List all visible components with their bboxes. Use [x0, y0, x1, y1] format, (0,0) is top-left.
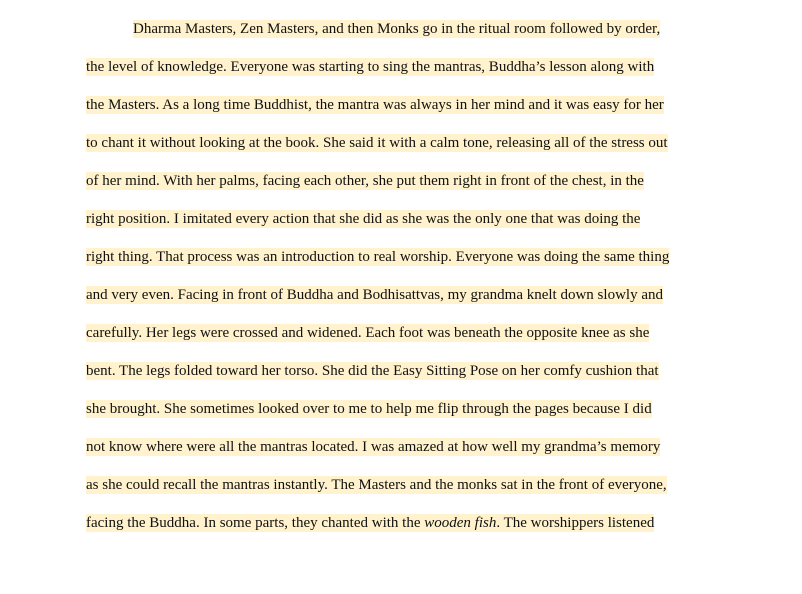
highlighted-text: the level of knowledge. Everyone was starting to sing the mantras, Buddha’s lesson along with: [86, 59, 655, 75]
highlighted-text: and very even. Facing in front of Buddha and Bodhisattvas, my grandma knelt down slowly and: [86, 287, 663, 303]
highlighted-text: as she could recall the mantras instantly. The Masters and the monks sat in the front of everyone,: [86, 477, 667, 493]
paragraph-line-2: [86, 57, 654, 77]
highlighted-text: right thing. That process was an introduction to real worship. Everyone was doing the same thing: [86, 249, 670, 265]
text-segment: facing the Buddha. In some parts, they chanted with the: [86, 515, 425, 531]
paragraph-line-12: [86, 437, 660, 457]
paragraph-line-14: [86, 513, 654, 533]
highlighted-text: of her mind. With her palms, facing each other, she put them right in front of the chest, in the: [86, 173, 644, 189]
highlighted-text: she brought. She sometimes looked over to me to help me flip through the pages because I did: [86, 401, 652, 417]
highlighted-text: right position. I imitated every action that she did as she was the only one that was doing the: [86, 211, 641, 227]
highlighted-text: bent. The legs folded toward her torso. She did the Easy Sitting Pose on her comfy cushion that: [86, 363, 659, 379]
highlighted-text: [86, 514, 654, 532]
paragraph-line-7: [86, 247, 669, 267]
paragraph-line-5: [86, 171, 644, 191]
paragraph-line-10: [86, 361, 659, 381]
paragraph-line-6: [86, 209, 640, 229]
paragraph-line-8: [86, 285, 663, 305]
text-segment: . The worshippers listened: [496, 515, 655, 531]
highlighted-text: not know where were all the mantras located. I was amazed at how well my grandma’s memory: [86, 439, 661, 455]
paragraph-line-3: [86, 95, 664, 115]
highlighted-text: the Masters. As a long time Buddhist, the mantra was always in her mind and it was easy for her: [86, 97, 664, 113]
italic-term: wooden fish: [424, 515, 497, 531]
paragraph-line-13: [86, 475, 667, 495]
paragraph-line-11: [86, 399, 652, 419]
highlighted-text: Dharma Masters, Zen Masters, and then Monks go in the ritual room followed by order,: [133, 21, 661, 37]
paragraph-line-1: [133, 19, 660, 39]
paragraph-line-9: [86, 323, 649, 343]
highlighted-text: carefully. Her legs were crossed and widened. Each foot was beneath the opposite knee as she: [86, 325, 650, 341]
highlighted-text: to chant it without looking at the book. She said it with a calm tone, releasing all of the stress out: [86, 135, 668, 151]
paragraph-line-4: [86, 133, 668, 153]
